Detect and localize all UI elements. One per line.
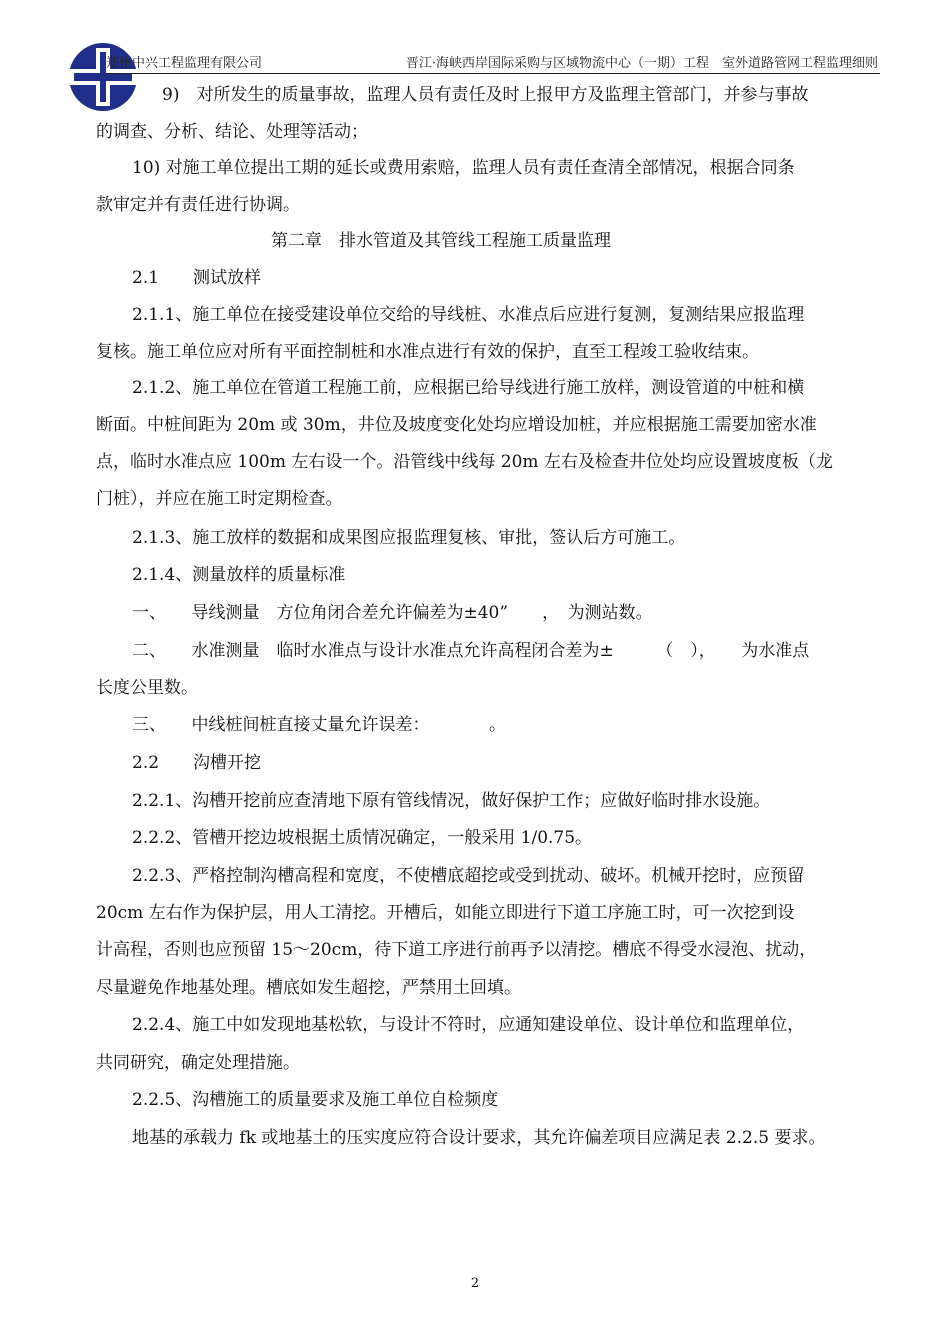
header-rule bbox=[106, 73, 880, 74]
body-line: 复核。施工单位应对所有平面控制桩和水准点进行有效的保护，直至工程竣工验收结束。 bbox=[96, 342, 759, 362]
body-line: 2.2.4、施工中如发现地基松软，与设计不符时，应通知建设单位、设计单位和监理单位， bbox=[132, 1015, 805, 1035]
body-line: 的调查、分析、结论、处理等活动； bbox=[96, 122, 368, 142]
body-line: 长度公里数。 bbox=[96, 678, 198, 698]
body-line: 点，临时水准点应 100m 左右设一个。沿管线中线每 20m 左右及检查井位处均应设置坡度板（龙 bbox=[96, 452, 833, 472]
body-line: 2.2.5、沟槽施工的质量要求及施工单位自检频度 bbox=[132, 1090, 499, 1110]
section-heading: 2.2 沟槽开挖 bbox=[132, 753, 262, 773]
body-line: 9) 对所发生的质量事故，监理人员有责任及时上报甲方及监理主管部门，并参与事故 bbox=[162, 85, 809, 105]
body-line: 门桩），并应在施工时定期检查。 bbox=[96, 489, 343, 509]
body-line: 2.1.2、施工单位在管道工程施工前，应根据已给导线进行施工放样，测设管道的中桩和横 bbox=[132, 378, 805, 398]
body-line: 三、 中线桩间桩直接丈量允许误差： 。 bbox=[132, 715, 506, 735]
body-line: 2.1.1、施工单位在接受建设单位交给的导线桩、水准点后应进行复测，复测结果应报监理 bbox=[132, 305, 805, 325]
body-line: 2.2.2、管槽开挖边坡根据土质情况确定，一般采用 1/0.75。 bbox=[132, 828, 593, 848]
body-line: 2.2.3、严格控制沟槽高程和宽度，不使槽底超挖或受到扰动、破坏。机械开挖时，应预留 bbox=[132, 866, 805, 886]
body-line: 一、 导线测量 方位角闭合差允许偏差为±40” ， 为测站数。 bbox=[132, 603, 653, 623]
page-header bbox=[106, 56, 878, 72]
body-line: 款审定并有责任进行协调。 bbox=[96, 195, 300, 215]
header-project: 晋江·海峡西岸国际采购与区域物流中心（一期）工程 室外道路管网工程监理细则 bbox=[405, 56, 878, 71]
company-logo bbox=[66, 40, 140, 114]
body-line: 共同研究，确定处理措施。 bbox=[96, 1053, 300, 1073]
body-line: 2.2.1、沟槽开挖前应查清地下原有管线情况，做好保护工作；应做好临时排水设施。 bbox=[132, 791, 771, 811]
body-line: 20cm 左右作为保护层，用人工清挖。开槽后，如能立即进行下道工序施工时，可一次挖到设 bbox=[96, 903, 795, 923]
body-line: 10) 对施工单位提出工期的延长或费用索赔，监理人员有责任查清全部情况，根据合同条 bbox=[132, 158, 795, 178]
section-heading: 2.1 测试放样 bbox=[132, 268, 262, 288]
page-number: 2 bbox=[470, 1276, 480, 1291]
body-line: 地基的承载力 fk 或地基土的压实度应符合设计要求，其允许偏差项目应满足表 2.2.5 要求。 bbox=[132, 1128, 826, 1148]
body-line: 2.1.3、施工放样的数据和成果图应报监理复核、审批，签认后方可施工。 bbox=[132, 528, 686, 548]
body-line: 尽量避免作地基处理。槽底如发生超挖，严禁用土回填。 bbox=[96, 978, 521, 998]
chapter-title: 第二章 排水管道及其管线工程施工质量监理 bbox=[271, 231, 611, 251]
body-line: 2.1.4、测量放样的质量标准 bbox=[132, 565, 346, 585]
body-line: 二、 水准测量 临时水准点与设计水准点允许高程闭合差为± （ ）， 为水准点 bbox=[132, 641, 810, 661]
body-line: 断面。中桩间距为 20m 或 30m，井位及坡度变化处均应增设加桩，并应根据施工需要加密水准 bbox=[96, 415, 817, 435]
header-company: 郑州中兴工程监理有限公司 bbox=[106, 56, 263, 71]
body-line: 计高程，否则也应预留 15～20cm，待下道工序进行前再予以清挖。槽底不得受水浸泡、扰动， bbox=[96, 940, 817, 960]
